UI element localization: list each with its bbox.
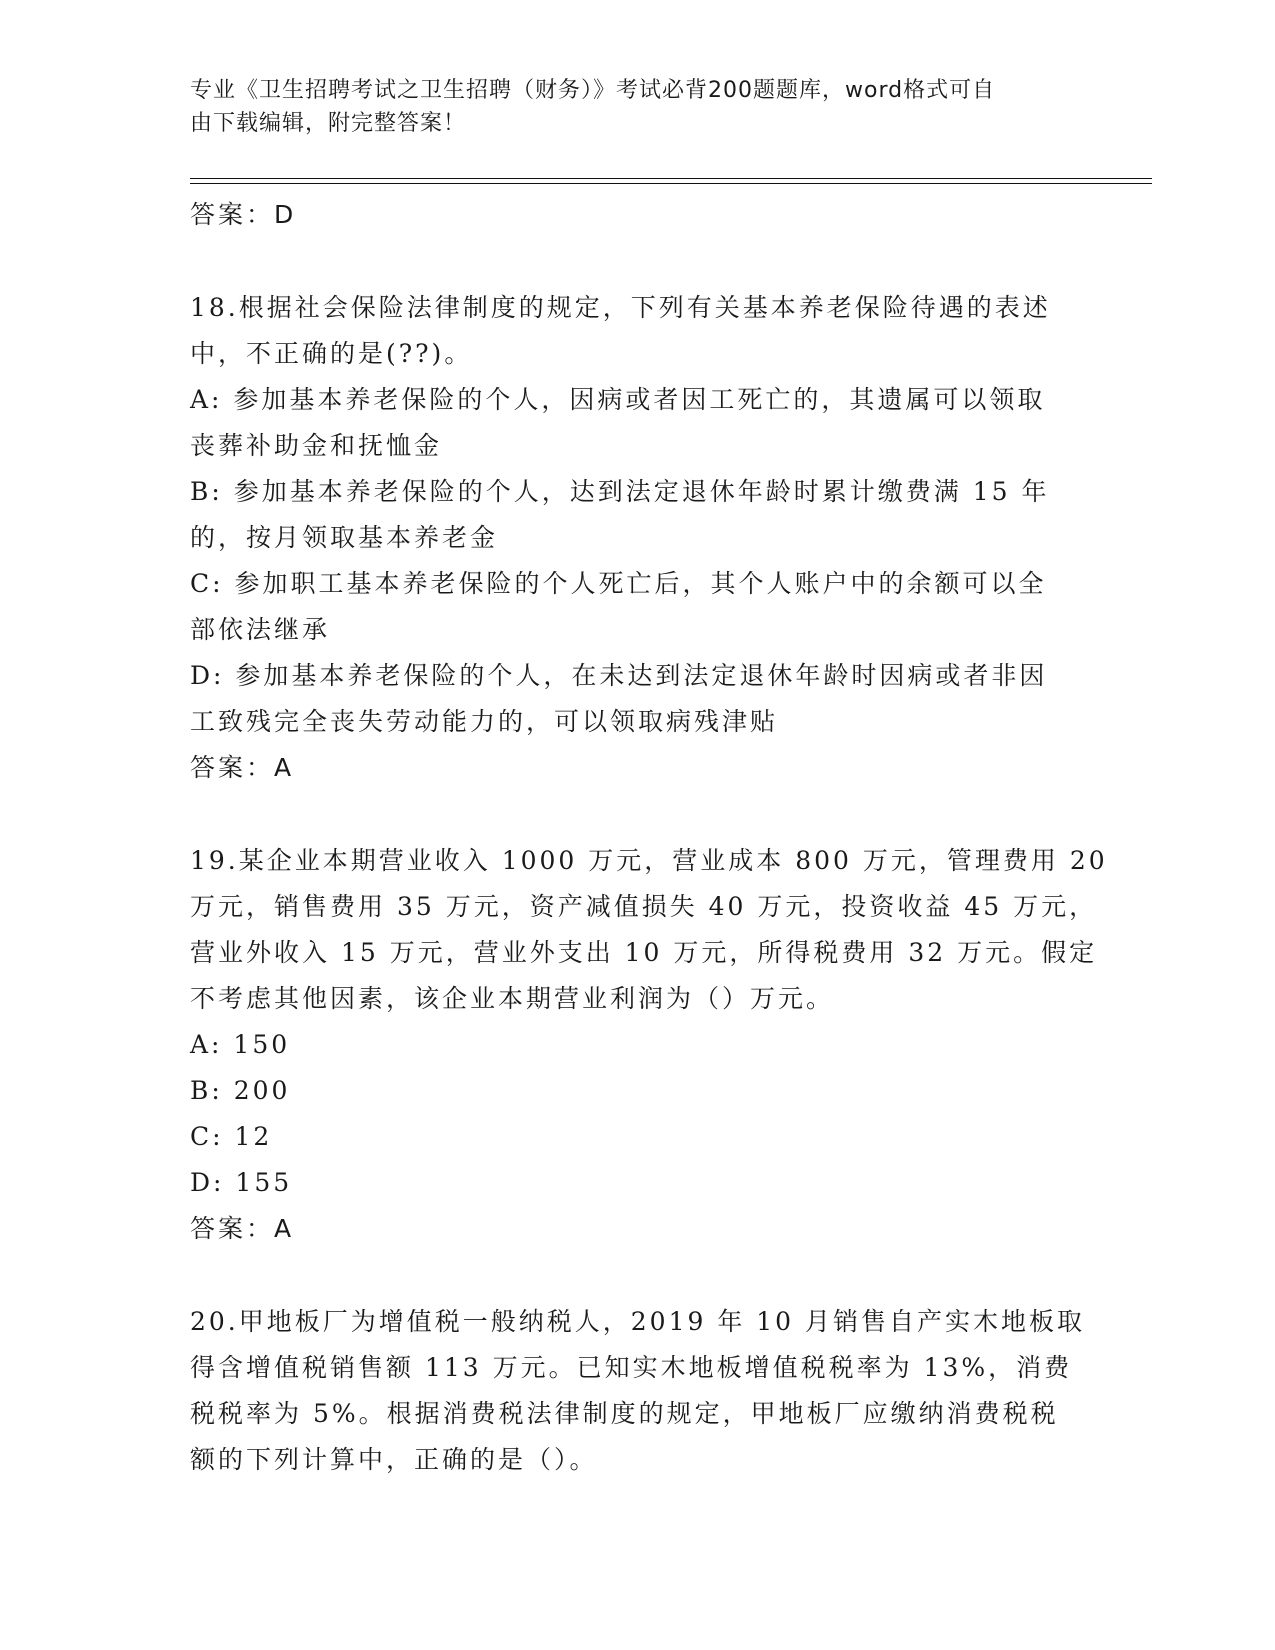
option-b-cont: 的，按月领取基本养老金: [190, 523, 499, 552]
question-line: 额的下列计算中，正确的是（）。: [190, 1445, 598, 1474]
option-c: C: 12: [190, 1122, 273, 1151]
question-20: [190, 1299, 1090, 1483]
question-line: 中，不正确的是(??)。: [190, 339, 473, 368]
question-line: 18.根据社会保险法律制度的规定，下列有关基本养老保险待遇的表述: [190, 293, 1051, 322]
question-line: 万元，销售费用 35 万元，资产减值损失 40 万元，投资收益 45 万元，: [190, 892, 1098, 921]
header-rule-bottom: [190, 183, 1152, 184]
question-19: [190, 838, 1108, 1252]
header-rule-top: [190, 178, 1152, 179]
option-a: A: 150: [190, 1030, 291, 1059]
spacer: [190, 1252, 1090, 1299]
question-line: 19.某企业本期营业收入 1000 万元，营业成本 800 万元，管理费用 20: [190, 846, 1108, 875]
option-d: D: 参加基本养老保险的个人，在未达到法定退休年龄时因病或者非因: [190, 661, 1048, 690]
question-18: [190, 285, 1090, 791]
question-line: 得含增值税销售额 113 万元。已知实木地板增值税税率为 13%，消费: [190, 1353, 1073, 1382]
header-line-1: 专业《卫生招聘考试之卫生招聘（财务）》考试必背200题题库，word格式可自: [190, 78, 996, 103]
answer-label: 答案：A: [190, 753, 295, 782]
option-b: B: 参加基本养老保险的个人，达到法定退休年龄时累计缴费满 15 年: [190, 477, 1050, 506]
header-line-2: 由下载编辑，附完整答案！: [190, 111, 467, 136]
document-body: [190, 192, 1108, 1483]
answer-label: 答案：D: [190, 200, 297, 229]
question-line: 不考虑其他因素，该企业本期营业利润为（）万元。: [190, 984, 835, 1013]
option-b: B: 200: [190, 1076, 291, 1105]
spacer: [190, 238, 1090, 285]
answer-label: 答案：A: [190, 1214, 295, 1243]
option-a: A: 参加基本养老保险的个人，因病或者因工死亡的，其遗属可以领取: [190, 385, 1046, 414]
question-line: 税税率为 5%。根据消费税法律制度的规定，甲地板厂应缴纳消费税税: [190, 1399, 1059, 1428]
option-c-cont: 部依法继承: [190, 615, 331, 644]
spacer: [190, 791, 1090, 838]
question-line: 营业外收入 15 万元，营业外支出 10 万元，所得税费用 32 万元。假定: [190, 938, 1098, 967]
option-d-cont: 工致残完全丧失劳动能力的，可以领取病残津贴: [190, 707, 779, 736]
option-a-cont: 丧葬补助金和抚恤金: [190, 431, 443, 460]
document-header: [190, 74, 1070, 140]
option-c: C: 参加职工基本养老保险的个人死亡后，其个人账户中的余额可以全: [190, 569, 1047, 598]
question-line: 20.甲地板厂为增值税一般纳税人，2019 年 10 月销售自产实木地板取: [190, 1307, 1086, 1336]
option-d: D: 155: [190, 1168, 293, 1197]
